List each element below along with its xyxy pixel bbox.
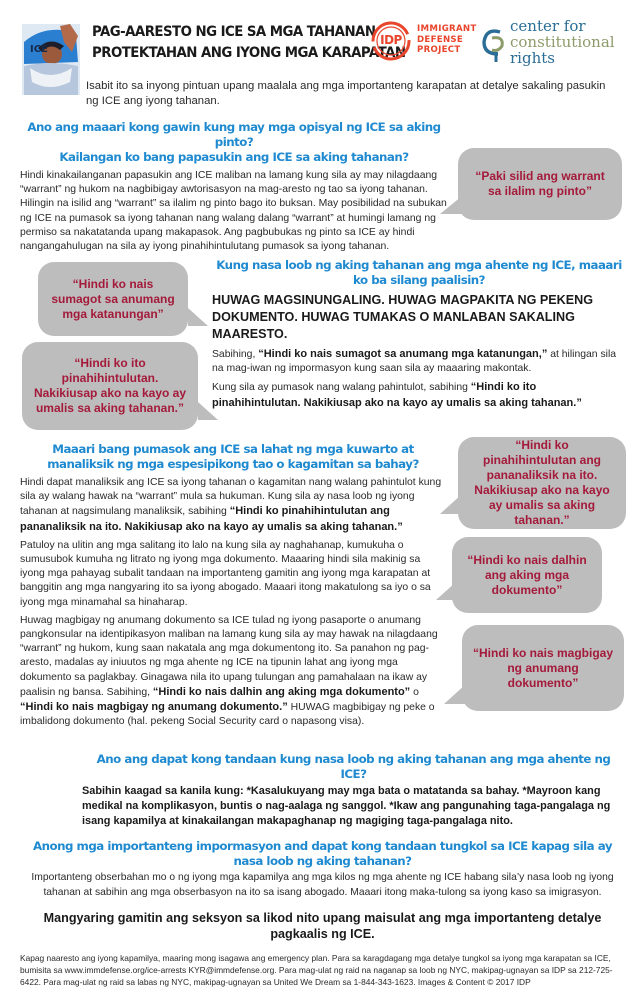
section1-body: Hindi kinakailanganan papasukin ang ICE maliban na lamang kung sila ay may nilagdaang “warrant” ng hukom na nagbibigay awtorisasyon na mag-aresto ng tao sa iyong tahanan. Hilingin na isilid ang “warrant” sa ilalim ng pinto bago ito buksan. May posibilidad na subukan ng ICE na pumasok sa iyong tahanan nang walang dalang “warrant” at humingi lamang ng permiso sa nakatatanda upang makapasok. Ang pagbubukas ng pinto sa ICE ay hindi nangangahulugan na sila ay iyong pinahihintulutang pumasok sa iyong tahanan. [20, 170, 447, 253]
section3-p1 [20, 476, 446, 535]
section1 [20, 120, 448, 254]
section4-question: Ano ang dapat kong tandaan kung nasa loob ng aking tahanan ang mga ahente ng ICE? [96, 752, 611, 781]
speech-bubble-warrant-text: “Paki silid ang warrant sa ilalim ng pinto” [475, 169, 605, 198]
closing-note: Mangyaring gamitin ang seksyon sa likod nito upang maisulat ang mga importanteng detalye pagkaalis ng ICE. [43, 911, 602, 941]
speech-bubble-no-search [458, 437, 626, 529]
section1-question-line1: Ano ang maaari kong gawin kung may mga opisyal ng ICE sa aking pinto? [27, 120, 441, 149]
footer-text: Kapag naaresto ang iyong kapamilya, maaring mong isagawa ang emergency plan. Para sa karagdagang mga detalye tungkol sa iyong mga karapatan sa ICE, bumisita sa www.immdefense.org/ice-arrests KYR@immdefense.org. Para mag-ulat ng raid na naganap sa loob ng NYC, makipag-ugnayan sa IDP sa 212-725-6422. Para mag-ulat ng raid sa labas ng NYC, makipag-ugnayan sa United We Dream sa 1-844-343-1623. Images & Content © 2017 IDP [20, 953, 613, 987]
lower-column [20, 752, 625, 988]
section3-p3 [20, 614, 446, 730]
ccr-logo [478, 18, 635, 68]
section2-p2-pre: Kung sila ay pumasok nang walang pahintulot, sabihing [212, 382, 471, 394]
section2-p2 [212, 380, 626, 410]
ccr-emblem-icon [478, 24, 508, 64]
section3 [20, 442, 446, 729]
section2-p1 [212, 347, 626, 376]
speech-bubble-no-documents [452, 537, 602, 613]
idp-logo [370, 20, 478, 64]
speech-bubble-no-give-documents-text: “Hindi ko nais magbigay ng anumang dokumento” [472, 645, 614, 690]
section4 [20, 752, 625, 829]
section3-p3-mid: o [410, 686, 419, 698]
speech-bubble-warrant [458, 148, 622, 220]
section1-question-line2: Kailangan ko bang papasukin ang ICE sa aking tahanan? [59, 150, 409, 164]
speech-bubble-tail [436, 582, 456, 600]
section2-question: Kung nasa loob ng aking tahanan ang mga ahente ng ICE, maaari ko ba silang paalisin? [216, 258, 622, 287]
section3-p1-pre: Hindi dapat manaliksik ang ICE sa iyong tahanan o kagamitan nang walang pahintulot kung sila ay walang hawak na “warrant” mula sa hukuman. Kung sila ay nasa loob ng iyong tahanan at nagsimulang manaliksik, sabihing [20, 477, 442, 518]
page-title-line2: PROTEKTAHAN ANG IYONG MGA KARAPATAN [92, 45, 406, 61]
section2-p1-post: at hilingan sila na mag-iwan ng impormasyon kung saan sila ay maaaring makontak. [212, 349, 617, 375]
idp-mark: IDP [380, 33, 402, 47]
section3-p1-quote: “Hindi ko pinahihintulutan ang pananaliksik na ito. Nakikiusap ako na kayo ay umalis sa aking tahanan.” [20, 505, 403, 533]
speech-bubble-no-documents-text: “Hindi ko nais dalhin ang aking mga dokumento” [467, 552, 587, 597]
idp-line2: DEFENSE [417, 34, 464, 45]
speech-bubble-tail [444, 684, 466, 704]
page-title-line1: PAG-AARESTO NG ICE SA MGA TAHANAN [92, 24, 376, 40]
section3-p3-post: HUWAG magbibigay ng peke o imbalidong dokumento (hal. pekeng Social Security card o napasong visa). [20, 702, 435, 728]
svg-text:ICE: ICE [30, 44, 48, 55]
intro-text: Isabit ito sa inyong pintuan upang maalala ang mga importanteng karapatan at detalye sakaling pasukin ng ICE ang iyong tahanan. [86, 80, 606, 107]
section3-question: Maaari bang pumasok ang ICE sa lahat ng mga kuwarto at manaliksik ng mga espesipikong tao o kagamitan sa bahay? [47, 442, 419, 471]
speech-bubble-no-answer-text: “Hindi ko nais sumagot sa anumang mga katanungan” [51, 276, 175, 321]
section2-warning: HUWAG MAGSINUNGALING. HUWAG MAGPAKITA NG PEKENG DOKUMENTO. HUWAG TUMAKAS O MANLABAN SAKALING MAARESTO. [212, 293, 594, 341]
section1-question [20, 120, 448, 165]
speech-bubble-tail [440, 196, 462, 214]
section5 [20, 839, 625, 900]
ccr-line1: center for [510, 17, 586, 35]
section3-p3-quote2: “Hindi ko nais magbigay ng anumang dokumento.” [20, 701, 288, 714]
speech-bubble-no-search-text: “Hindi ko pinahihintulutan ang pananaliksik na ito. Nakikiusap ako na kayo ay umalis sa aking tahanan.” [474, 438, 610, 527]
section2-p1-pre: Sabihing, [212, 349, 259, 360]
section3-p3-quote1: “Hindi ko nais dalhin ang aking mga dokumento” [152, 685, 411, 698]
header-illustration [20, 22, 82, 97]
section5-question: Anong mga importanteng impormasyon and dapat kong tandaan tungkol sa ICE kapag sila ay nasa loob ng aking tahanan? [32, 839, 613, 868]
speech-bubble-leave-home [22, 342, 198, 430]
idp-line1: IMMIGRANT [417, 24, 477, 34]
section3-p2: Patuloy na ulitin ang mga salitang ito lalo na kung sila ay naghahanap, kumukuha o sumusubok kumuha ng litrato ng iyong mga dokumento. Maaaring hindi sila makinig sa iyong mga pahayag subalit tandaan na importanteng gamitin ang iyong mga karapatan at banggitin ang mga nangyaring ito sa iyong abogado. Maaari itong makatulong sa iyo o sa iyong mga minamahal sa hinaharap. [20, 539, 431, 608]
section2-p1-quote: “Hindi ko nais sumagot sa anumang mga katanungan,” [258, 348, 548, 360]
idp-line3: PROJECT [417, 45, 461, 55]
person-ice-illustration-icon [20, 22, 82, 97]
section2-p2-quote: “Hindi ko ito pinahihintulutan. Nakikiusap ako na kayo ay umalis sa aking tahanan.” [212, 381, 582, 409]
speech-bubble-tail [188, 308, 208, 326]
section2 [212, 258, 626, 411]
section3-p3-pre: Huwag magbigay ng anumang dokumento sa ICE tulad ng iyong pasaporte o anumang pangkonsular na identipikasyon maliban na lamang kung sila ay may hawak na nilagdaang “warrant” ng hukom, kung saan nakatala ang mga dokumentong ito. Sa panahon ng pag-aresto, madalas ay iniuutos ng mga ahente ng ICE na tipunin lahat ang iyong mga dokumento sa paglakbay. Ginagawa nila ito upang tulungan ang pamahalaan na ikaw ay paalisin ng bansa. Sabihing, [20, 614, 438, 698]
speech-bubble-no-give-documents [462, 625, 624, 711]
speech-bubble-tail [440, 494, 462, 514]
speech-bubble-leave-home-text: “Hindi ko ito pinahihintulutan. Nakikiusap ako na kayo ay umalis sa aking tahanan.” [33, 356, 187, 415]
section5-body: Importanteng obserbahan mo o ng iyong mga kapamilya ang mga kilos ng mga ahente ng ICE habang sila’y nasa loob ng iyong tahanan at sabihin ang mga obserbasyon na ito sa isang abogado. Maaari itong maka-tulong sa iyong kaso sa imigrasyon. [31, 872, 614, 898]
ccr-line2: constitutional [510, 33, 615, 51]
ccr-line3: rights [510, 49, 555, 67]
speech-bubble-no-answer [38, 262, 188, 336]
section4-body: Sabihin kaagad sa kanila kung: *Kasalukuyang may mga bata o matatanda sa bahay. *Mayroon kang medikal na komplikasyon, buntis o nag-aalaga ng sanggol. *Ikaw ang pangunahing taga-pangalaga ng isang kapamilya at kinakailangan makapaghanap ng magiging taga-pangalaga nito. [82, 785, 611, 827]
